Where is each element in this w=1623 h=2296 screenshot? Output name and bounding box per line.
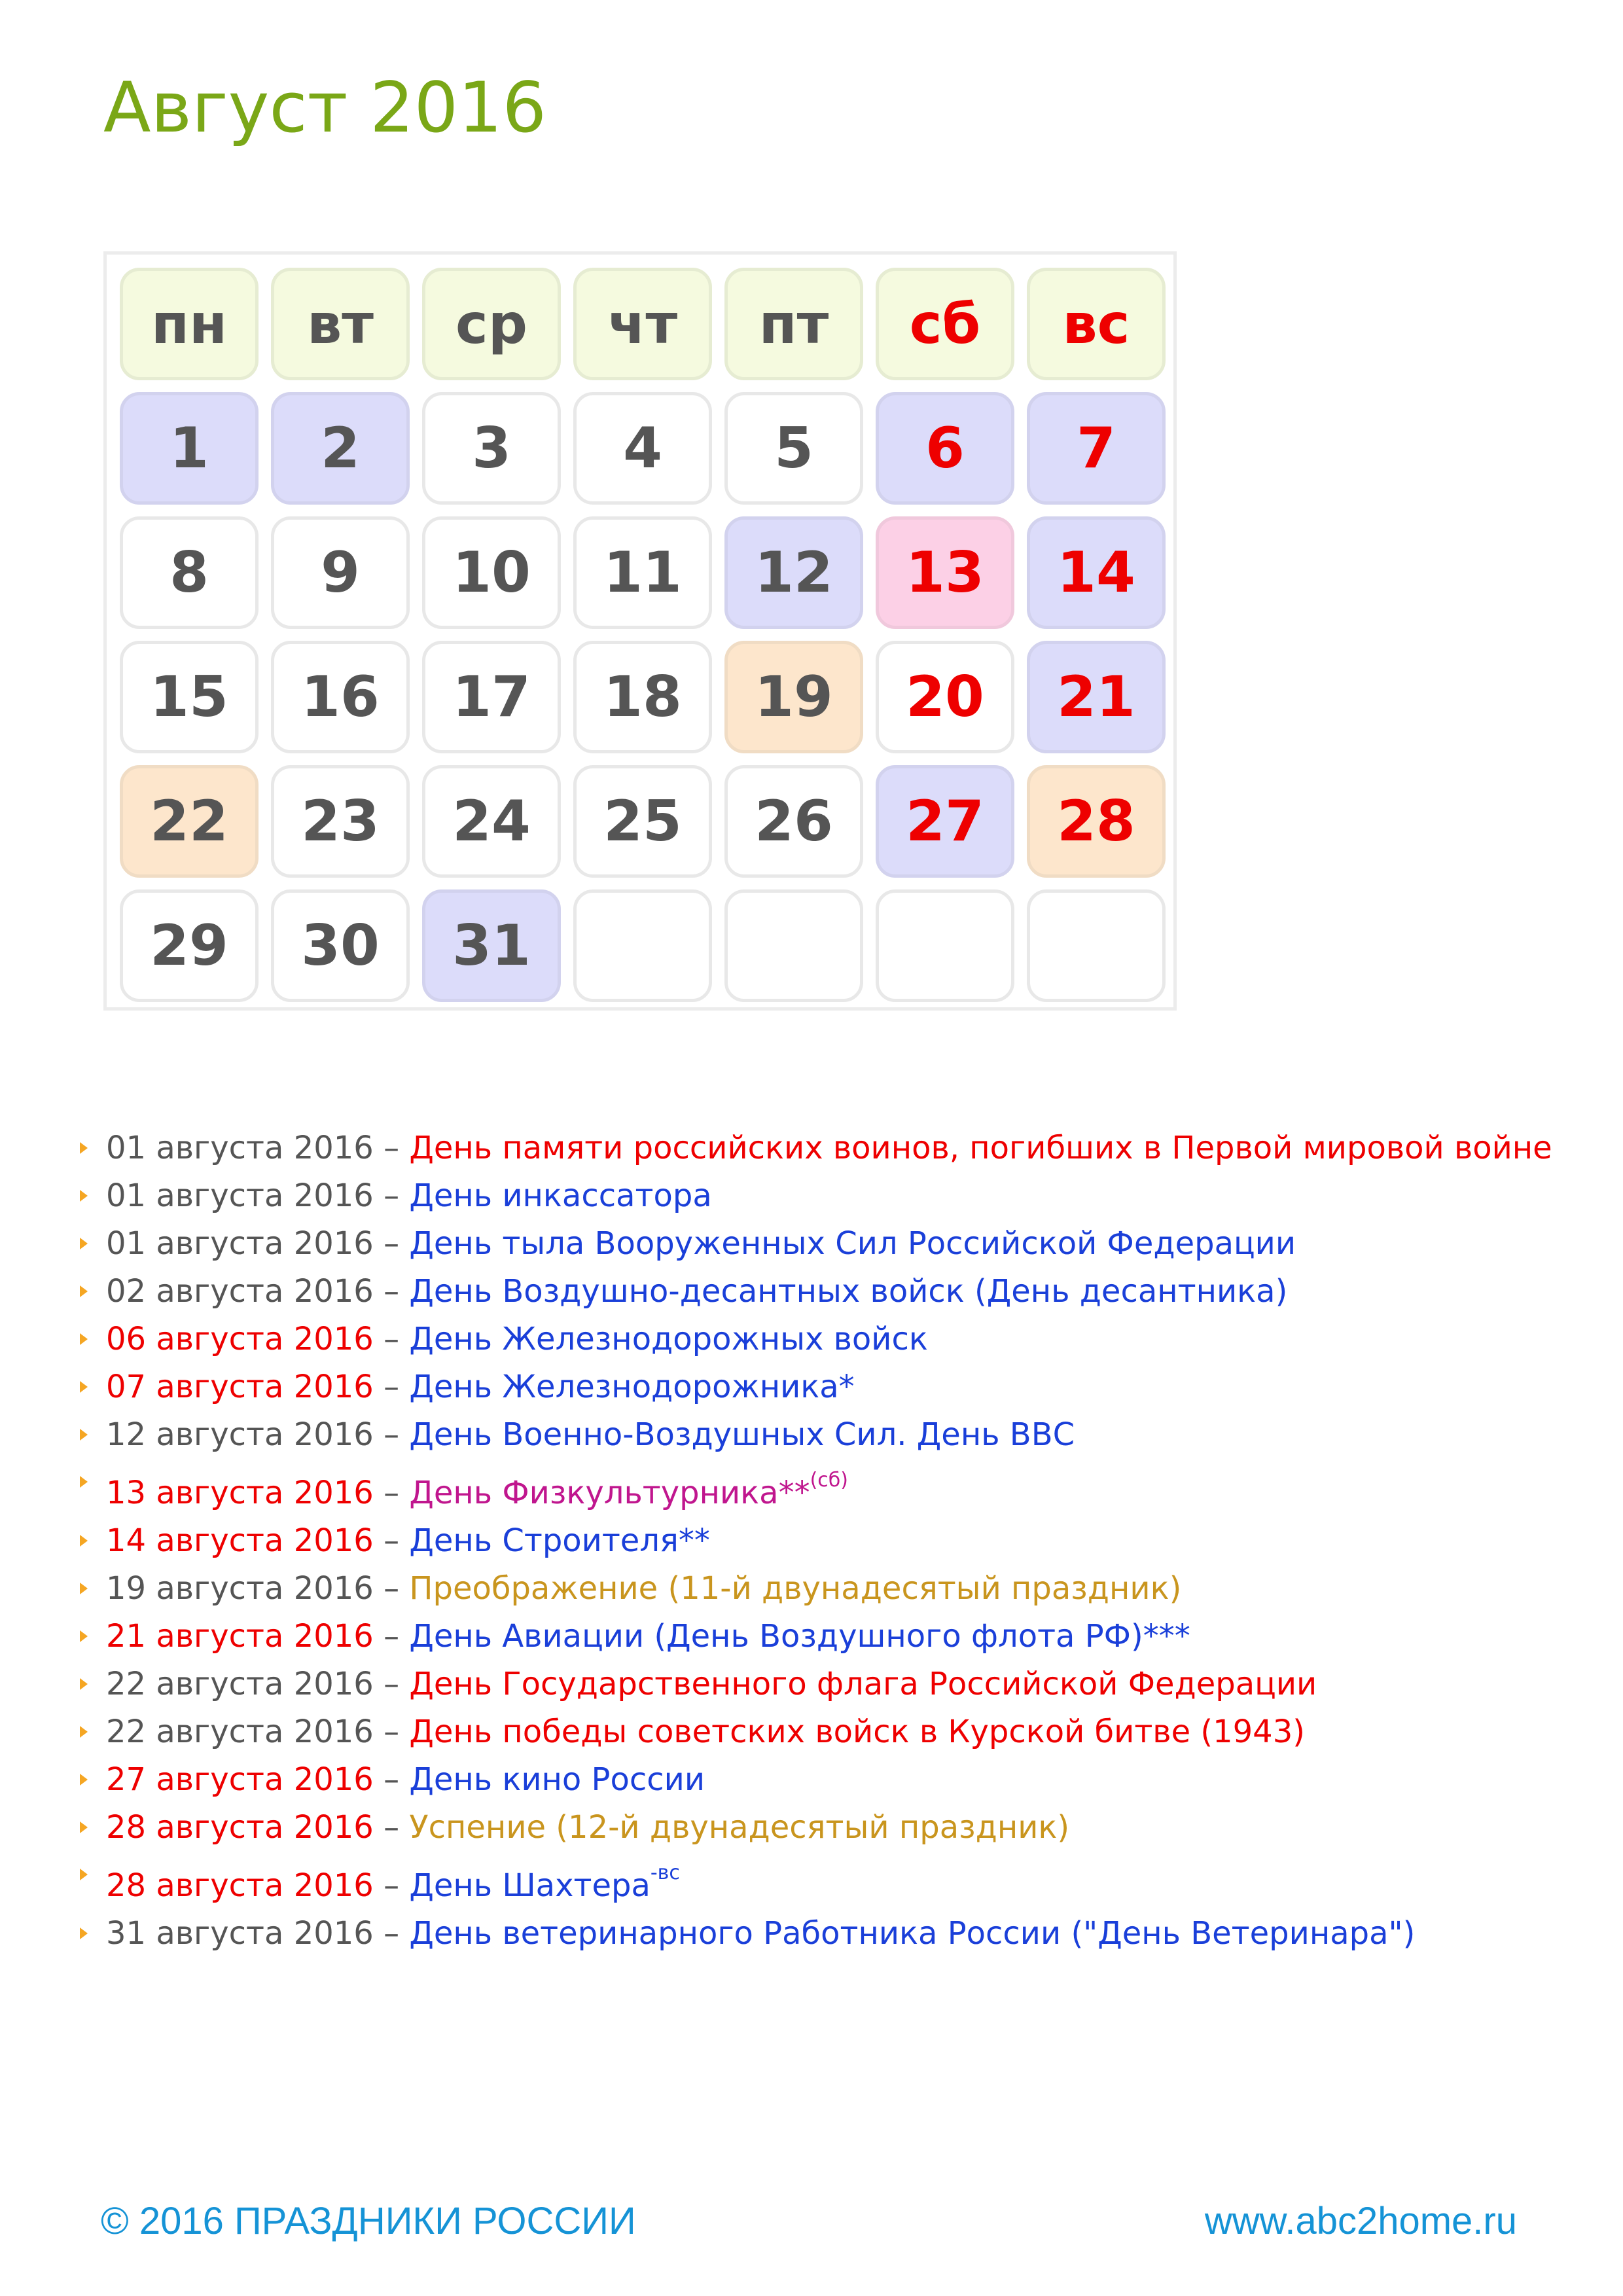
event-date: 01 августа 2016 <box>106 1177 374 1214</box>
day-cell[interactable]: 19 <box>724 641 863 753</box>
event-dash: – <box>383 1666 400 1702</box>
bullet-arrow-icon <box>80 1142 88 1154</box>
bullet-arrow-icon <box>80 1774 88 1785</box>
weekday-header: вт <box>271 268 410 380</box>
event-superscript: -вс <box>650 1861 680 1884</box>
event-item <box>77 1910 1582 1958</box>
event-dash: – <box>383 1321 400 1357</box>
event-dash: – <box>383 1130 400 1166</box>
event-title: День Авиации (День Воздушного флота РФ)*** <box>409 1618 1190 1655</box>
bullet-arrow-icon <box>80 1869 88 1880</box>
day-cell[interactable]: 11 <box>573 516 712 629</box>
day-cell[interactable]: 17 <box>422 641 561 753</box>
event-date: 22 августа 2016 <box>106 1713 374 1750</box>
weekday-header: пт <box>724 268 863 380</box>
event-date: 19 августа 2016 <box>106 1570 374 1607</box>
event-dash: – <box>383 1273 400 1310</box>
day-cell[interactable]: 14 <box>1027 516 1166 629</box>
event-item <box>77 1517 1582 1565</box>
event-title: Преображение (11-й двунадесятый праздник) <box>409 1570 1182 1607</box>
day-cell[interactable]: 10 <box>422 516 561 629</box>
event-title: День Военно-Воздушных Сил. День ВВС <box>409 1416 1075 1453</box>
event-date: 01 августа 2016 <box>106 1225 374 1262</box>
weekday-header: вс <box>1027 268 1166 380</box>
event-item <box>77 1124 1582 1172</box>
bullet-arrow-icon <box>80 1726 88 1738</box>
event-title: День победы советских войск в Курской битве (1943) <box>409 1713 1305 1750</box>
event-date: 14 августа 2016 <box>106 1522 374 1559</box>
day-cell[interactable]: 30 <box>271 889 410 1002</box>
day-cell[interactable]: 1 <box>120 392 259 505</box>
bullet-arrow-icon <box>80 1630 88 1642</box>
day-cell[interactable]: 16 <box>271 641 410 753</box>
empty-day-cell <box>724 889 863 1002</box>
event-dash: – <box>383 1618 400 1655</box>
event-date: 02 августа 2016 <box>106 1273 374 1310</box>
event-title: Успение (12-й двунадесятый праздник) <box>409 1809 1070 1846</box>
bullet-arrow-icon <box>80 1535 88 1547</box>
weekday-header: чт <box>573 268 712 380</box>
event-title: День тыла Вооруженных Сил Российской Федерации <box>409 1225 1296 1262</box>
event-dash: – <box>383 1713 400 1750</box>
event-item <box>77 1411 1582 1459</box>
events-list <box>77 1124 1582 1958</box>
event-item <box>77 1804 1582 1852</box>
day-cell[interactable]: 13 <box>876 516 1014 629</box>
event-dash: – <box>383 1225 400 1262</box>
bullet-arrow-icon <box>80 1476 88 1488</box>
event-date: 27 августа 2016 <box>106 1761 374 1798</box>
event-item <box>77 1363 1582 1411</box>
empty-day-cell <box>1027 889 1166 1002</box>
event-item <box>77 1565 1582 1613</box>
event-date: 22 августа 2016 <box>106 1666 374 1702</box>
event-date: 28 августа 2016 <box>106 1809 374 1846</box>
event-dash: – <box>383 1475 400 1511</box>
event-item <box>77 1660 1582 1708</box>
bullet-arrow-icon <box>80 1678 88 1690</box>
event-dash: – <box>383 1522 400 1559</box>
day-cell[interactable]: 29 <box>120 889 259 1002</box>
event-title: День памяти российских воинов, погибших в Первой мировой войне <box>409 1130 1552 1166</box>
weekday-header: ср <box>422 268 561 380</box>
event-date: 12 августа 2016 <box>106 1416 374 1453</box>
footer-copyright: © 2016 ПРАЗДНИКИ РОССИИ <box>101 2200 636 2242</box>
day-cell[interactable]: 2 <box>271 392 410 505</box>
bullet-arrow-icon <box>80 1928 88 1939</box>
event-date: 28 августа 2016 <box>106 1867 374 1904</box>
footer-website-link[interactable]: www.abc2home.ru <box>1204 2200 1517 2242</box>
event-date: 07 августа 2016 <box>106 1369 374 1405</box>
bullet-arrow-icon <box>80 1190 88 1202</box>
event-title: День Шахтера <box>409 1867 651 1904</box>
event-title: День Воздушно-десантных войск (День десантника) <box>409 1273 1288 1310</box>
event-title: День инкассатора <box>409 1177 712 1214</box>
event-item <box>77 1708 1582 1756</box>
day-cell[interactable]: 25 <box>573 765 712 878</box>
event-item <box>77 1469 1582 1517</box>
event-title: День ветеринарного Работника России ("День Ветеринара") <box>409 1915 1416 1952</box>
day-cell[interactable]: 12 <box>724 516 863 629</box>
day-cell[interactable]: 23 <box>271 765 410 878</box>
event-dash: – <box>383 1416 400 1453</box>
event-dash: – <box>383 1915 400 1952</box>
day-cell[interactable]: 7 <box>1027 392 1166 505</box>
event-title: День Строителя** <box>409 1522 710 1559</box>
empty-day-cell <box>876 889 1014 1002</box>
event-title: День Государственного флага Российской Федерации <box>409 1666 1317 1702</box>
day-cell[interactable]: 5 <box>724 392 863 505</box>
day-cell[interactable]: 20 <box>876 641 1014 753</box>
event-item <box>77 1756 1582 1804</box>
empty-day-cell <box>573 889 712 1002</box>
day-cell[interactable]: 8 <box>120 516 259 629</box>
day-cell[interactable]: 26 <box>724 765 863 878</box>
bullet-arrow-icon <box>80 1821 88 1833</box>
event-item <box>77 1172 1582 1220</box>
weekday-header: сб <box>876 268 1014 380</box>
event-dash: – <box>383 1177 400 1214</box>
event-dash: – <box>383 1809 400 1846</box>
day-cell[interactable]: 22 <box>120 765 259 878</box>
event-item <box>77 1862 1582 1910</box>
page-title: Август 2016 <box>103 67 546 148</box>
event-item <box>77 1316 1582 1363</box>
event-item <box>77 1268 1582 1316</box>
event-dash: – <box>383 1570 400 1607</box>
bullet-arrow-icon <box>80 1429 88 1441</box>
day-cell[interactable]: 27 <box>876 765 1014 878</box>
day-cell[interactable]: 4 <box>573 392 712 505</box>
event-dash: – <box>383 1867 400 1904</box>
day-cell[interactable]: 15 <box>120 641 259 753</box>
bullet-arrow-icon <box>80 1583 88 1594</box>
event-date: 31 августа 2016 <box>106 1915 374 1952</box>
day-cell[interactable]: 24 <box>422 765 561 878</box>
event-date: 06 августа 2016 <box>106 1321 374 1357</box>
event-title: День Железнодорожных войск <box>409 1321 928 1357</box>
event-title: День кино России <box>409 1761 705 1798</box>
event-date: 13 августа 2016 <box>106 1475 374 1511</box>
day-cell[interactable]: 3 <box>422 392 561 505</box>
event-dash: – <box>383 1761 400 1798</box>
day-cell[interactable]: 28 <box>1027 765 1166 878</box>
bullet-arrow-icon <box>80 1238 88 1249</box>
event-item <box>77 1220 1582 1268</box>
event-date: 01 августа 2016 <box>106 1130 374 1166</box>
event-item <box>77 1613 1582 1660</box>
day-cell[interactable]: 31 <box>422 889 561 1002</box>
bullet-arrow-icon <box>80 1285 88 1297</box>
event-superscript: (сб) <box>810 1469 848 1492</box>
day-cell[interactable]: 21 <box>1027 641 1166 753</box>
bullet-arrow-icon <box>80 1381 88 1393</box>
day-cell[interactable]: 18 <box>573 641 712 753</box>
event-title: День Физкультурника** <box>409 1475 810 1511</box>
event-dash: – <box>383 1369 400 1405</box>
event-date: 21 августа 2016 <box>106 1618 374 1655</box>
day-cell[interactable]: 9 <box>271 516 410 629</box>
day-cell[interactable]: 6 <box>876 392 1014 505</box>
bullet-arrow-icon <box>80 1333 88 1345</box>
calendar-grid <box>103 251 1177 1011</box>
event-title: День Железнодорожника* <box>409 1369 855 1405</box>
weekday-header: пн <box>120 268 259 380</box>
